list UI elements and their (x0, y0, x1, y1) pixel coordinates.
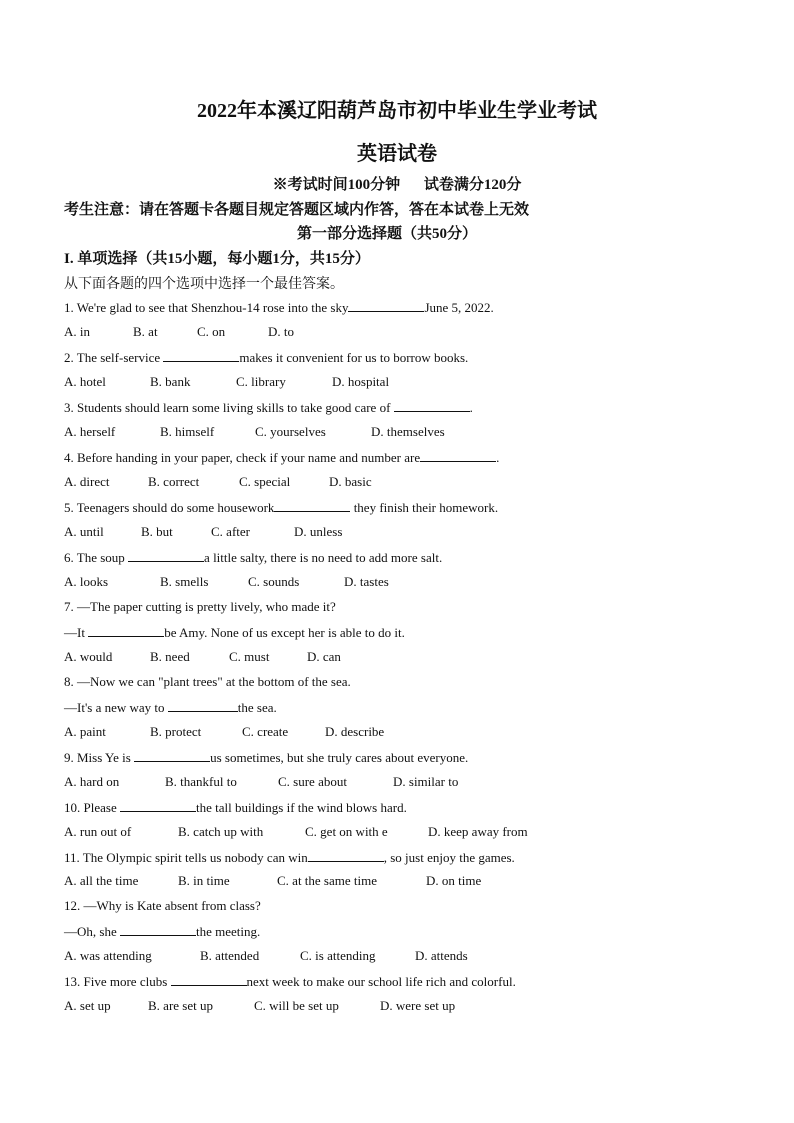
option-a: A. was attending (64, 948, 152, 963)
option-c: C. special (239, 474, 291, 489)
option-c: C. at the same time (277, 873, 378, 888)
answer-blank (308, 849, 384, 862)
question-13: 13. Five more clubs next week to make our school life rich and colorful. (64, 974, 516, 989)
question-2: 2. The self-service makes it convenient for us to borrow books. (64, 350, 469, 365)
option-a: A. hard on (64, 774, 120, 789)
option-a: A. looks (64, 574, 109, 589)
option-d: D. tastes (344, 574, 389, 589)
question-7-reply: —It be Amy. None of us except her is able to do it. (64, 625, 405, 640)
section-instruction: 从下面各题的四个选项中选择一个最佳答案。 (64, 277, 344, 292)
question-4: 4. Before handing in your paper, check if your name and number are . (64, 450, 500, 465)
option-c: C. must (229, 649, 270, 664)
question-8-reply: —It's a new way to the sea. (64, 700, 277, 715)
option-c: C. yourselves (255, 424, 326, 439)
exam-title: 2022年本溪辽阳葫芦岛市初中毕业生学业考试 (197, 100, 597, 122)
question-7: 7. —The paper cutting is pretty lively, who made it? (64, 599, 336, 614)
option-d: D. describe (325, 724, 385, 739)
option-d: D. keep away from (428, 824, 528, 839)
question-6: 6. The soup a little salty, there is no need to add more salt. (64, 550, 443, 565)
option-c: C. is attending (300, 948, 376, 963)
option-a: A. paint (64, 724, 106, 739)
exam-subtitle: 英语试卷 (357, 143, 437, 165)
answer-blank (171, 973, 247, 986)
exam-time: ※考试时间100分钟 (272, 177, 401, 193)
exam-info (0, 173, 794, 194)
question-12: 12. —Why is Kate absent from class? (64, 898, 261, 913)
option-b: B. attended (200, 948, 260, 963)
option-d: D. similar to (393, 774, 459, 789)
answer-blank (163, 349, 239, 362)
option-b: B. protect (150, 724, 202, 739)
part-heading: 第一部分选择题（共50分） (297, 226, 478, 242)
option-c: C. library (236, 374, 286, 389)
option-c: C. will be set up (254, 998, 339, 1013)
answer-blank (394, 399, 470, 412)
option-a: A. set up (64, 998, 111, 1013)
question-11: 11. The Olympic spirit tells us nobody can win , so just enjoy the games. (64, 850, 515, 865)
question-12-reply: —Oh, she the meeting. (64, 924, 261, 939)
question-9: 9. Miss Ye is us sometimes, but she truly cares about everyone. (64, 750, 469, 765)
option-b: B. correct (148, 474, 200, 489)
answer-blank (120, 799, 196, 812)
answer-blank (348, 299, 424, 312)
option-c: C. after (211, 524, 250, 539)
exam-notice: 考生注意：请在答题卡各题目规定答题区域内作答，答在本试卷上无效 (64, 202, 530, 218)
answer-blank (420, 449, 496, 462)
question-3: 3. Students should learn some living skills to take good care of . (64, 400, 473, 415)
option-a: A. run out of (64, 824, 132, 839)
answer-blank (168, 699, 238, 712)
option-b: B. but (141, 524, 173, 539)
option-a: A. hotel (64, 374, 106, 389)
answer-blank (134, 749, 210, 762)
option-b: B. at (133, 324, 158, 339)
option-c: C. on (197, 324, 226, 339)
option-d: D. on time (426, 873, 482, 888)
option-a: A. all the time (64, 873, 139, 888)
option-b: B. bank (150, 374, 191, 389)
option-d: D. unless (294, 524, 343, 539)
answer-blank (274, 499, 350, 512)
option-a: A. direct (64, 474, 110, 489)
option-b: B. thankful to (165, 774, 237, 789)
section-heading: I. 单项选择（共15小题，每小题1分，共15分） (64, 251, 370, 267)
option-b: B. need (150, 649, 190, 664)
option-c: C. get on with e (305, 824, 388, 839)
option-d: D. were set up (380, 998, 456, 1013)
option-d: D. to (268, 324, 294, 339)
option-b: B. are set up (148, 998, 213, 1013)
option-d: D. themselves (371, 424, 445, 439)
option-d: D. attends (415, 948, 468, 963)
option-a: A. would (64, 649, 113, 664)
option-a: A. herself (64, 424, 116, 439)
option-d: D. hospital (332, 374, 390, 389)
option-c: C. sure about (278, 774, 347, 789)
question-1: 1. We're glad to see that Shenzhou-14 rose into the sky June 5, 2022. (64, 300, 494, 315)
answer-blank (88, 624, 164, 637)
option-a: A. until (64, 524, 104, 539)
option-c: C. sounds (248, 574, 300, 589)
question-8: 8. —Now we can "plant trees" at the bottom of the sea. (64, 674, 351, 689)
option-a: A. in (64, 324, 90, 339)
option-d: D. basic (329, 474, 372, 489)
answer-blank (128, 549, 204, 562)
exam-score: 试卷满分120分 (423, 177, 522, 193)
question-10: 10. Please the tall buildings if the wind blows hard. (64, 800, 407, 815)
answer-blank (120, 923, 196, 936)
option-b: B. himself (160, 424, 215, 439)
option-b: B. catch up with (178, 824, 264, 839)
option-c: C. create (242, 724, 289, 739)
option-d: D. can (307, 649, 341, 664)
question-5: 5. Teenagers should do some housework they finish their homework. (64, 500, 499, 515)
option-b: B. in time (178, 873, 230, 888)
option-b: B. smells (160, 574, 209, 589)
